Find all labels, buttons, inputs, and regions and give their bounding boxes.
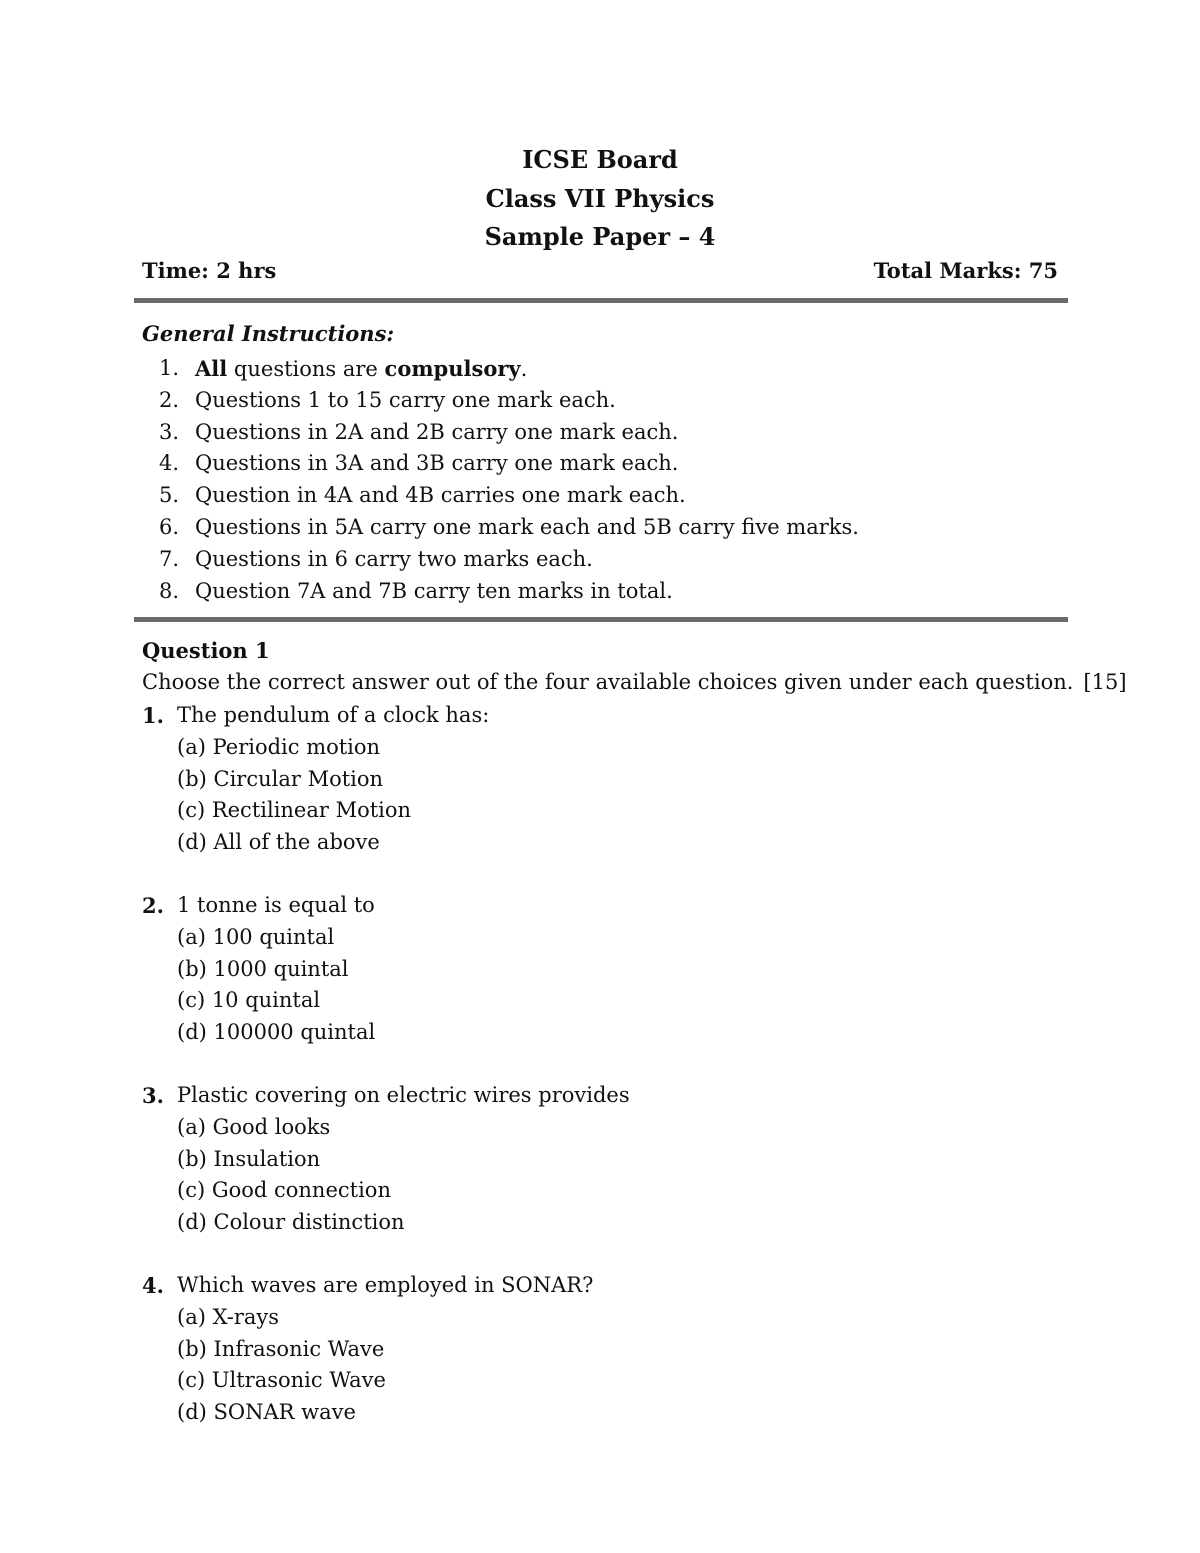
instruction-text: Question 7A and 7B carry ten marks in total. [195, 578, 673, 603]
mcq-option: (b) 1000 quintal [177, 956, 349, 981]
mcq-option: (a) Periodic motion [177, 734, 381, 759]
mcq-number: 4. [142, 1273, 164, 1298]
instruction-number: 5. [159, 483, 180, 508]
instruction-number: 7. [159, 546, 180, 571]
mcq-question-text: Plastic covering on electric wires provides [177, 1083, 630, 1107]
instruction-number: 1. [159, 356, 180, 380]
instruction-item [142, 417, 859, 449]
mcq-question-text: 1 tonne is equal to [177, 893, 375, 917]
class-title: Class VII Physics [485, 184, 715, 213]
instruction-number: 2. [159, 387, 180, 412]
mcq-number: 1. [142, 703, 164, 728]
mcq-stem [142, 700, 490, 732]
mcq-option: (d) SONAR wave [177, 1400, 356, 1425]
mcq-option: (d) Colour distinction [177, 1210, 405, 1235]
mcq-item [142, 1270, 594, 1429]
instruction-emphasis: All [195, 356, 228, 381]
mcq-stem [142, 1080, 630, 1112]
mcq-option: (b) Circular Motion [177, 766, 384, 791]
mcq-option: (b) Infrasonic Wave [177, 1336, 385, 1361]
question-instruction-text: Choose the correct answer out of the four available choices given under each question. [142, 670, 1074, 694]
mcq-option: (d) All of the above [177, 830, 380, 855]
instruction-item [142, 448, 859, 480]
instruction-text: Questions in 3A and 3B carry one mark each. [195, 451, 679, 476]
instruction-text: Question in 4A and 4B carries one mark each. [195, 483, 686, 508]
mcq-option: (a) Good looks [177, 1114, 331, 1139]
instruction-text: Questions 1 to 15 carry one mark each. [195, 387, 616, 412]
instruction-item [142, 544, 859, 576]
mcq-stem [142, 890, 375, 922]
mcq-number: 2. [142, 893, 164, 918]
mcq-option: (c) Ultrasonic Wave [177, 1368, 386, 1393]
mcq-option: (c) Good connection [177, 1178, 391, 1203]
mcq-number: 3. [142, 1083, 164, 1108]
mcq-option: (c) Rectilinear Motion [177, 798, 412, 823]
mcq-question-text: The pendulum of a clock has: [177, 703, 490, 727]
board-title: ICSE Board [522, 145, 678, 174]
mcq-option: (d) 100000 quintal [177, 1020, 376, 1045]
instruction-text: . [520, 357, 528, 381]
time-label: Time: 2 hrs [142, 258, 277, 283]
instruction-number: 4. [159, 451, 180, 476]
instruction-item [142, 385, 859, 417]
instruction-item [142, 353, 859, 385]
mcq-stem [142, 1270, 594, 1302]
instruction-number: 3. [159, 419, 180, 444]
mcq-option: (a) X-rays [177, 1304, 280, 1329]
instruction-number: 8. [159, 578, 180, 603]
mcq-question-text: Which waves are employed in SONAR? [177, 1273, 594, 1297]
mcq-item [142, 1080, 630, 1239]
instruction-text: Questions in 5A carry one mark each and 5B carry five marks. [195, 514, 859, 539]
mcq-option: (a) 100 quintal [177, 924, 335, 949]
top-divider [134, 298, 1068, 303]
instruction-number: 6. [159, 514, 180, 539]
mcq-option: (b) Insulation [177, 1146, 321, 1171]
instruction-text: Questions in 2A and 2B carry one mark each. [195, 419, 679, 444]
total-marks-label: Total Marks: 75 [873, 258, 1058, 283]
mcq-option: (c) 10 quintal [177, 988, 321, 1013]
question-marks: [15] [1083, 670, 1127, 694]
instruction-text: questions are [227, 357, 385, 381]
mcq-item [142, 700, 490, 859]
instruction-item [142, 480, 859, 512]
mcq-item [142, 890, 375, 1049]
instruction-emphasis: compulsory [384, 356, 521, 381]
instructions-list [142, 353, 859, 607]
instruction-text: Questions in 6 carry two marks each. [195, 546, 593, 571]
question-heading: Question 1 [142, 638, 270, 663]
instructions-divider [134, 617, 1068, 622]
instructions-title: General Instructions: [142, 321, 395, 346]
instruction-item [142, 576, 859, 608]
instruction-item [142, 512, 859, 544]
paper-title: Sample Paper – 4 [484, 222, 716, 251]
question-instruction [142, 670, 1127, 694]
